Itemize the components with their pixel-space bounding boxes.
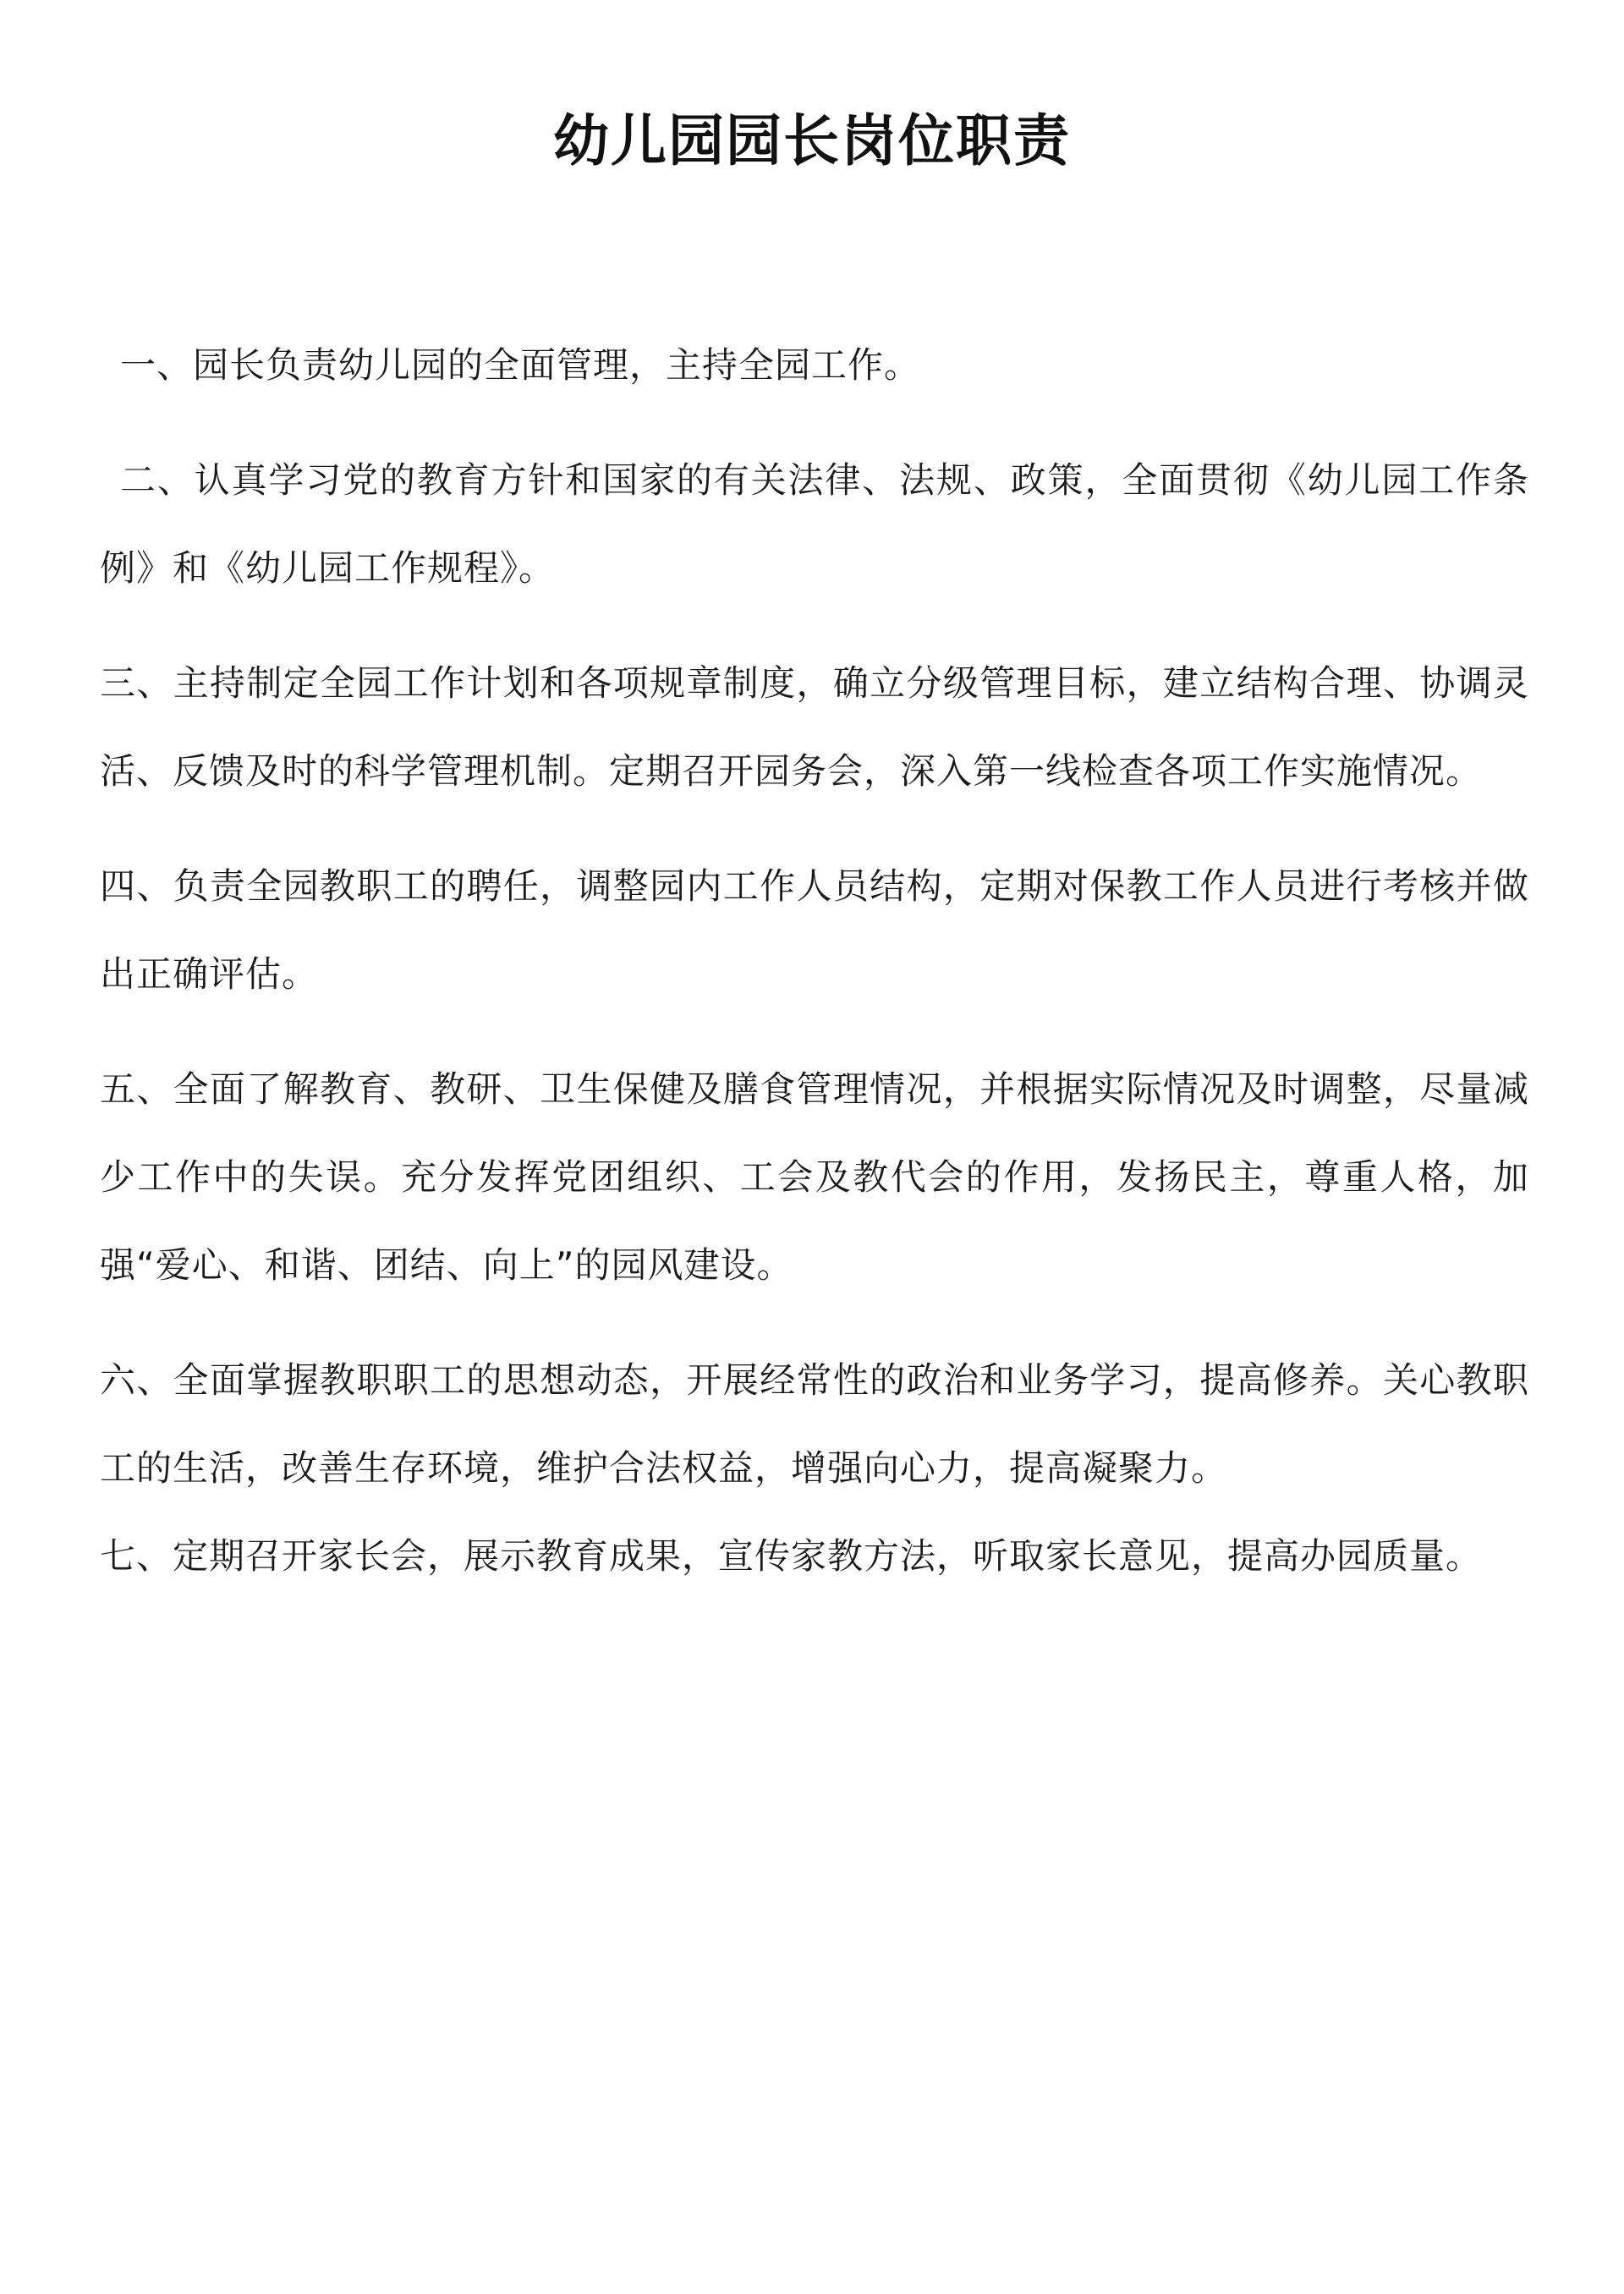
paragraph-3: 三、主持制定全园工作计划和各项规章制度，确立分级管理目标，建立结构合理、协调灵活、反馈及时的科学管理机制。定期召开园务会，深入第一线检查各项工作实施情况。 [100, 662, 1529, 792]
paragraph-2: 二、认真学习党的教育方针和国家的有关法律、法规、政策，全面贯彻《幼儿园工作条例》和《幼儿园工作规程》。 [100, 459, 1529, 589]
document-body [100, 321, 1529, 1627]
paragraph-6: 六、全面掌握教职职工的思想动态，开展经常性的政治和业务学习，提高修养。关心教职工的生活，改善生存环境，维护合法权益，增强向心力，提高凝聚力。 [100, 1359, 1529, 1489]
document-title: 幼儿园园长岗位职责 [553, 107, 1071, 173]
paragraph-4: 四、负责全园教职工的聘任，调整园内工作人员结构，定期对保教工作人员进行考核并做出正确评估。 [100, 865, 1529, 995]
paragraph-1: 一、园长负责幼儿园的全面管理，主持全园工作。 [120, 344, 921, 386]
paragraph-5: 五、全面了解教育、教研、卫生保健及膳食管理情况，并根据实际情况及时调整，尽量减少工作中的失误。充分发挥党团组织、工会及教代会的作用，发扬民主，尊重人格，加强“爱心、和谐、团结、向上”的园风建设。 [100, 1068, 1529, 1286]
paragraph-7: 七、定期召开家长会，展示教育成果，宣传家教方法，听取家长意见，提高办园质量。 [100, 1535, 1483, 1577]
